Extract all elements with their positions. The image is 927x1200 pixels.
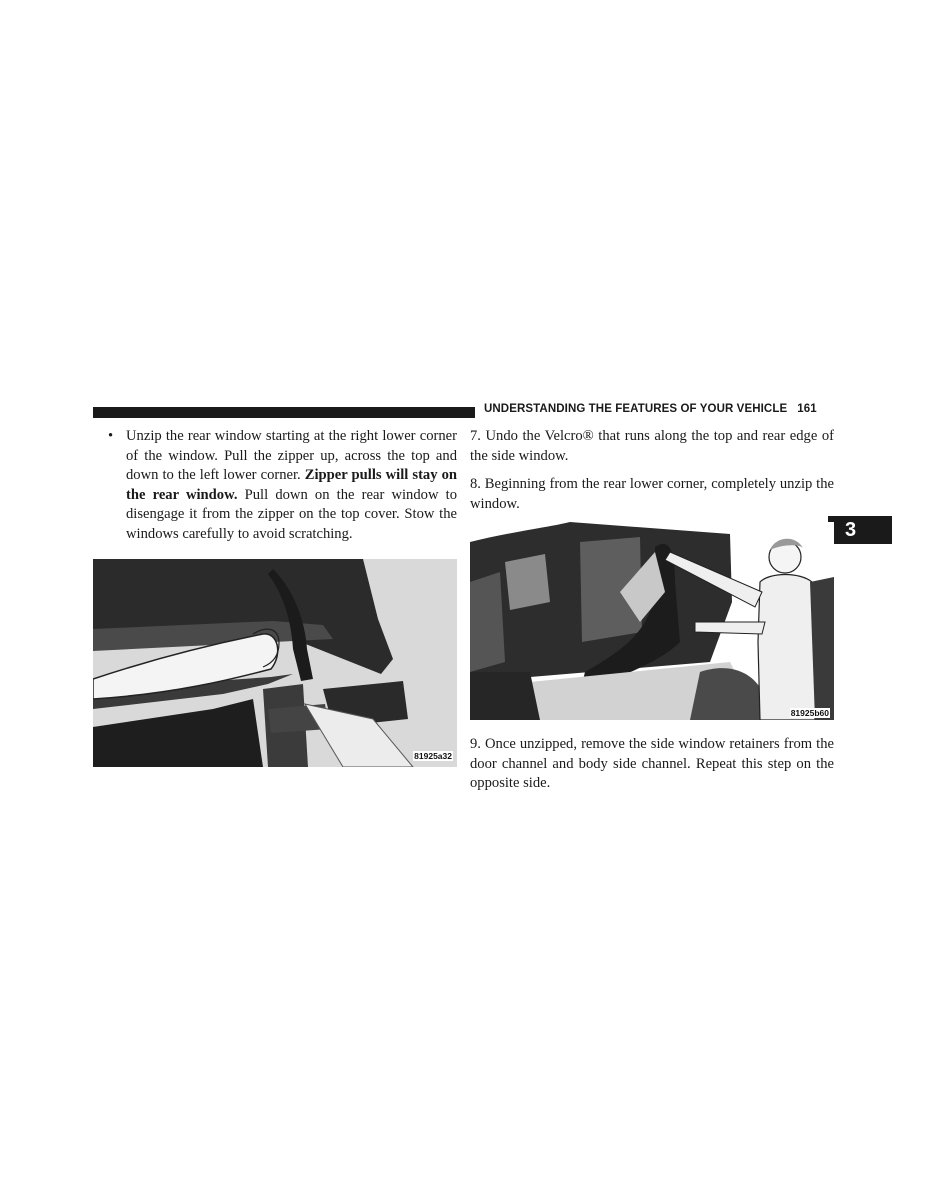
running-header [484, 403, 817, 415]
side-window-removal-illustration [470, 522, 834, 720]
left-column [93, 427, 457, 545]
rear-window-unzip-drawing [93, 559, 457, 767]
bullet-item [93, 427, 457, 545]
header-title: UNDERSTANDING THE FEATURES OF YOUR VEHICLE [484, 403, 788, 415]
bullet-text-part-1: Unzip the rear window starting at the right lower corner of the window. Pull the zipper up, across the top and down to the left lower corner. [126, 428, 457, 484]
header-rule [93, 407, 475, 418]
side-window-removal-drawing [470, 522, 834, 720]
right-column [470, 427, 834, 514]
rear-window-unzip-illustration [93, 559, 457, 767]
step-9: 9. Once unzipped, remove the side window retainers from the door channel and body side channel. Repeat this step on the opposite side. [470, 736, 834, 792]
bullet-text-part-2: Pull down on the rear window to disengage it from the zipper on the top cover. Stow the windows carefully to avoid scratching. [126, 486, 457, 542]
step-7: 7. Undo the Velcro® that runs along the top and rear edge of the side window. [470, 428, 834, 464]
bullet-bold-text: Zipper pulls will stay on the rear window. [126, 467, 457, 503]
bullet-icon: • [108, 428, 114, 444]
step-8: 8. Beginning from the rear lower corner, completely unzip the window. [470, 476, 834, 512]
chapter-tab: 3 [828, 516, 892, 544]
figure-caption: 81925a32 [414, 751, 452, 761]
figure-caption: 81925b60 [790, 708, 829, 718]
page-number: 161 [797, 403, 817, 415]
